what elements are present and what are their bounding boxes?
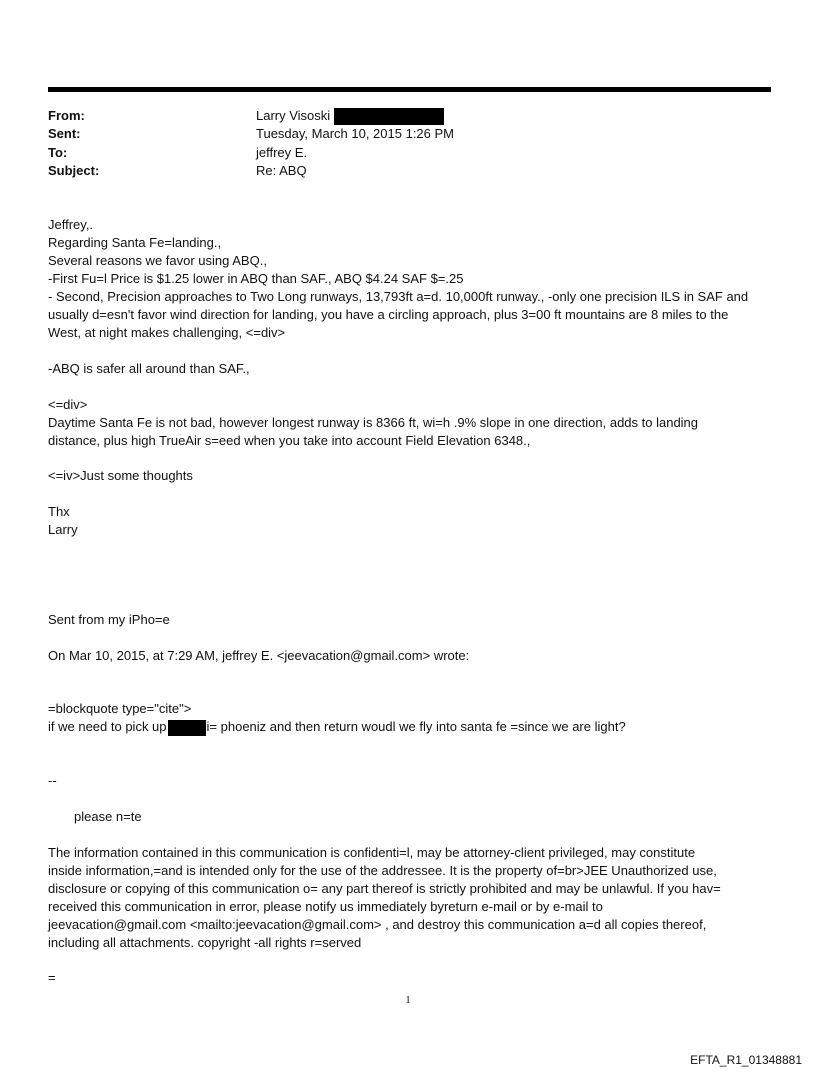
document-id: EFTA_R1_01348881 [690,1053,802,1067]
to-value: jeffrey E. [256,145,308,160]
redaction-block [168,720,206,736]
to-label: To: [48,145,68,160]
sent-from-line: Sent from my iPho=e [48,612,170,627]
reply-attribution: On Mar 10, 2015, at 7:29 AM, jeffrey E. <jeevacation@gmail.com> wrote: [48,648,470,663]
body-line: -ABQ is safer all around than SAF., [48,361,250,376]
please-note: please n=te [74,809,142,824]
subject-label: Subject: [48,163,100,178]
redaction-block [334,108,444,125]
disclaimer-line: including all attachments. copyright -all rights r=served [48,935,362,950]
quoted-message: if we need to pick up i= phoeniz and then return woudl we fly into santa fe =since we are light? [48,719,626,734]
subject-value: Re: ABQ [256,163,307,178]
from-value: Larry Visoski [256,107,444,125]
header-rule [48,87,771,92]
signature-name: Larry [48,522,78,537]
signature-dashes: -- [48,773,57,788]
body-line: Several reasons we favor using ABQ., [48,253,267,268]
disclaimer-line: jeevacation@gmail.com <mailto:jeevacation@gmail.com> , and destroy this communication a=d all copies thereof, [48,917,707,932]
body-line: Jeffrey,. [48,217,94,232]
signature-thx: Thx [48,504,70,519]
body-line: Regarding Santa Fe=landing., [48,235,222,250]
body-line: - Second, Precision approaches to Two Long runways, 13,793ft a=d. 10,000ft runway., -only one precision ILS in SAF and [48,289,749,304]
body-line: -First Fu=l Price is $1.25 lower in ABQ than SAF., ABQ $4.24 SAF $=.25 [48,271,464,286]
trailing-char: = [48,970,56,985]
body-line: usually d=esn't favor wind direction for landing, you have a circling approach, plus 3=00 ft mountains are 8 miles to the [48,307,729,322]
sent-label: Sent: [48,126,81,141]
body-line: distance, plus high TrueAir s=eed when you take into account Field Elevation 6348., [48,433,531,448]
body-line: West, at night makes challenging, <=div> [48,325,286,340]
page-number: 1 [405,994,411,1006]
blockquote-marker: =blockquote type="cite"> [48,701,192,716]
disclaimer-line: disclosure or copying of this communication o= any part thereof is strictly prohibited and may be unlawful. If you hav= [48,881,721,896]
sent-value: Tuesday, March 10, 2015 1:26 PM [256,126,454,141]
body-line: <=div> [48,397,88,412]
disclaimer-line: inside information,=and is intended only for the use of the addressee. It is the property of=br>JEE Unauthorized use, [48,863,717,878]
body-line: <=iv>Just some thoughts [48,468,193,483]
disclaimer-line: received this communication in error, please notify us immediately byreturn e-mail or by e-mail to [48,899,603,914]
disclaimer-line: The information contained in this communication is confidenti=l, may be attorney-client privileged, may constitute [48,845,696,860]
body-line: Daytime Santa Fe is not bad, however longest runway is 8366 ft, wi=h .9% slope in one direction, adds to landing [48,415,699,430]
from-label: From: [48,108,85,123]
